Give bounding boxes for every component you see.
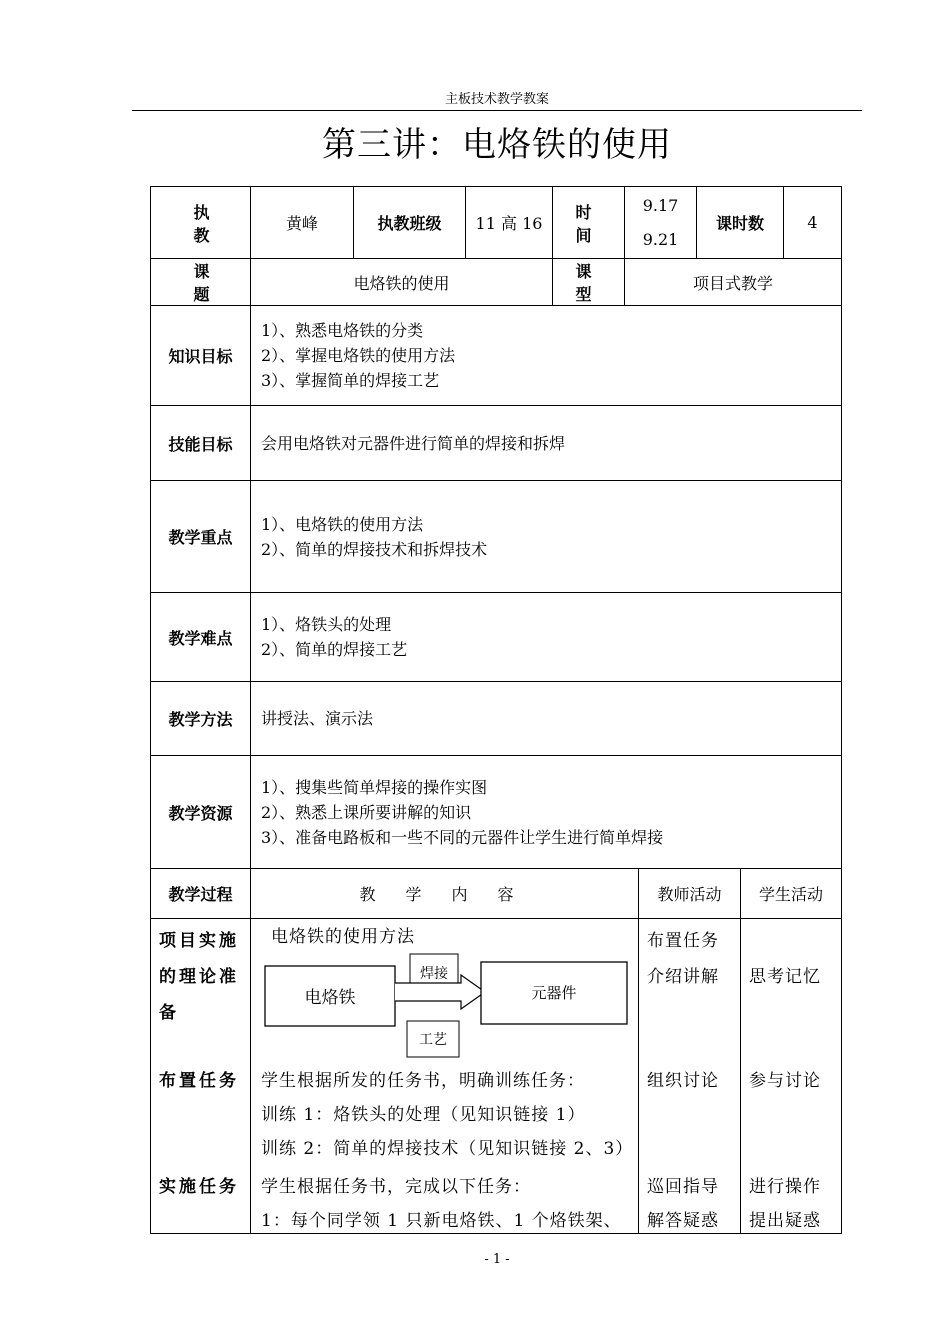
resource-label: 教学资源 — [151, 756, 251, 869]
task-line: 训练 1：烙铁头的处理（见知识链接 1） — [261, 1105, 586, 1125]
info-row-2 — [151, 259, 842, 306]
key-line: 1）、电烙铁的使用方法 — [261, 514, 424, 534]
skill-content — [251, 406, 842, 481]
teacher-activity-column — [639, 919, 741, 1234]
knowledge-line: 2）、掌握电烙铁的使用方法 — [261, 346, 456, 365]
skill-label: 技能目标 — [151, 406, 251, 481]
content-header-text: 教学内容 — [359, 885, 544, 904]
student-activity-header: 学生活动 — [741, 869, 842, 919]
resource-line: 2）、熟悉上课所要讲解的知识 — [261, 802, 472, 822]
resource-row — [151, 756, 842, 869]
student-activity-column — [741, 919, 842, 1234]
topic-label: 课 题 — [151, 259, 251, 306]
knowledge-line: 3）、掌握简单的焊接工艺 — [261, 371, 440, 390]
impl-line: 学生根据任务书，完成以下任务： — [261, 1177, 531, 1197]
craft-label: 工艺 — [419, 1032, 447, 1048]
time-start: 9.17 — [642, 195, 679, 215]
process-content — [251, 919, 639, 1234]
difficult-line: 1）、烙铁头的处理 — [261, 615, 392, 634]
difficult-line: 2）、简单的焊接工艺 — [261, 640, 408, 659]
task-line: 学生根据所发的任务书，明确训练任务： — [261, 1071, 585, 1091]
topic-value: 电烙铁的使用 — [251, 259, 553, 306]
teacher-activity: 布置任务 — [647, 931, 719, 951]
page-title: 第三讲：电烙铁的使用 — [322, 125, 672, 165]
method-line: 讲授法、演示法 — [261, 709, 374, 728]
lesson-plan-table — [150, 186, 842, 1234]
header-rule — [132, 110, 862, 111]
student-activity: 提出疑惑 — [749, 1211, 821, 1231]
teacher-activity: 组织讨论 — [647, 1071, 719, 1091]
resource-content — [251, 756, 842, 869]
knowledge-label: 知识目标 — [151, 306, 251, 406]
key-label: 教学重点 — [151, 481, 251, 593]
student-activity: 思考记忆 — [749, 967, 821, 987]
difficult-content — [251, 593, 842, 682]
impl-line: 1：每个同学领 1 只新电烙铁、1 个烙铁架、 — [261, 1211, 622, 1231]
stage-assign: 布置任务 — [159, 1071, 239, 1091]
teacher-activity-header: 教师活动 — [639, 869, 741, 919]
difficult-label: 教学难点 — [151, 593, 251, 682]
knowledge-content — [251, 306, 842, 406]
process-header-row — [151, 869, 842, 919]
soldering-diagram — [265, 953, 629, 1059]
skill-row — [151, 406, 842, 481]
method-label: 教学方法 — [151, 682, 251, 756]
resource-line: 3）、准备电路板和一些不同的元器件让学生进行简单焊接 — [261, 827, 664, 847]
student-activity: 进行操作 — [749, 1177, 821, 1197]
component-box-label: 元器件 — [531, 984, 577, 1002]
time-value — [625, 187, 697, 259]
key-content — [251, 481, 842, 593]
difficult-row — [151, 593, 842, 682]
info-row-1 — [151, 187, 842, 259]
stage-column — [151, 919, 251, 1234]
key-line: 2）、简单的焊接技术和拆焊技术 — [261, 539, 488, 559]
resource-line: 1）、搜集些简单焊接的操作实图 — [261, 777, 488, 797]
teacher-activity: 巡回指导 — [647, 1177, 719, 1197]
stage-theory-line: 的理论准 — [159, 967, 239, 987]
stage-implement: 实施任务 — [159, 1177, 239, 1197]
stage-theory — [159, 923, 249, 1031]
key-row — [151, 481, 842, 593]
time-end: 9.21 — [642, 229, 679, 249]
hours-value: 4 — [784, 187, 842, 259]
type-value: 项目式教学 — [625, 259, 842, 306]
content-title: 电烙铁的使用方法 — [271, 927, 415, 947]
process-label: 教学过程 — [151, 869, 251, 919]
process-content-header — [251, 869, 639, 919]
stage-theory-line: 项目实施 — [159, 931, 239, 951]
process-row — [151, 919, 842, 1234]
teacher-label: 执 教 — [151, 187, 251, 259]
class-label: 执教班级 — [354, 187, 466, 259]
method-row — [151, 682, 842, 756]
skill-line: 会用电烙铁对元器件进行简单的焊接和拆焊 — [261, 433, 566, 453]
teacher-activity: 介绍讲解 — [647, 967, 719, 987]
teacher-value: 黄峰 — [251, 187, 354, 259]
type-label: 课 型 — [553, 259, 625, 306]
class-value: 11 高 16 — [466, 187, 553, 259]
student-activity: 参与讨论 — [749, 1071, 821, 1091]
hours-label: 课时数 — [697, 187, 784, 259]
iron-box-label: 电烙铁 — [304, 988, 356, 1008]
time-label: 时 间 — [553, 187, 625, 259]
knowledge-row — [151, 306, 842, 406]
method-content — [251, 682, 842, 756]
running-header: 主板技术教学教案 — [444, 92, 549, 107]
weld-label: 焊接 — [420, 966, 448, 982]
task-line: 训练 2：简单的焊接技术（见知识链接 2、3） — [261, 1139, 634, 1159]
stage-theory-line: 备 — [159, 1003, 179, 1023]
page-number: - 1 - — [484, 1252, 510, 1267]
teacher-activity: 解答疑惑 — [647, 1211, 719, 1231]
knowledge-line: 1）、熟悉电烙铁的分类 — [261, 321, 424, 340]
